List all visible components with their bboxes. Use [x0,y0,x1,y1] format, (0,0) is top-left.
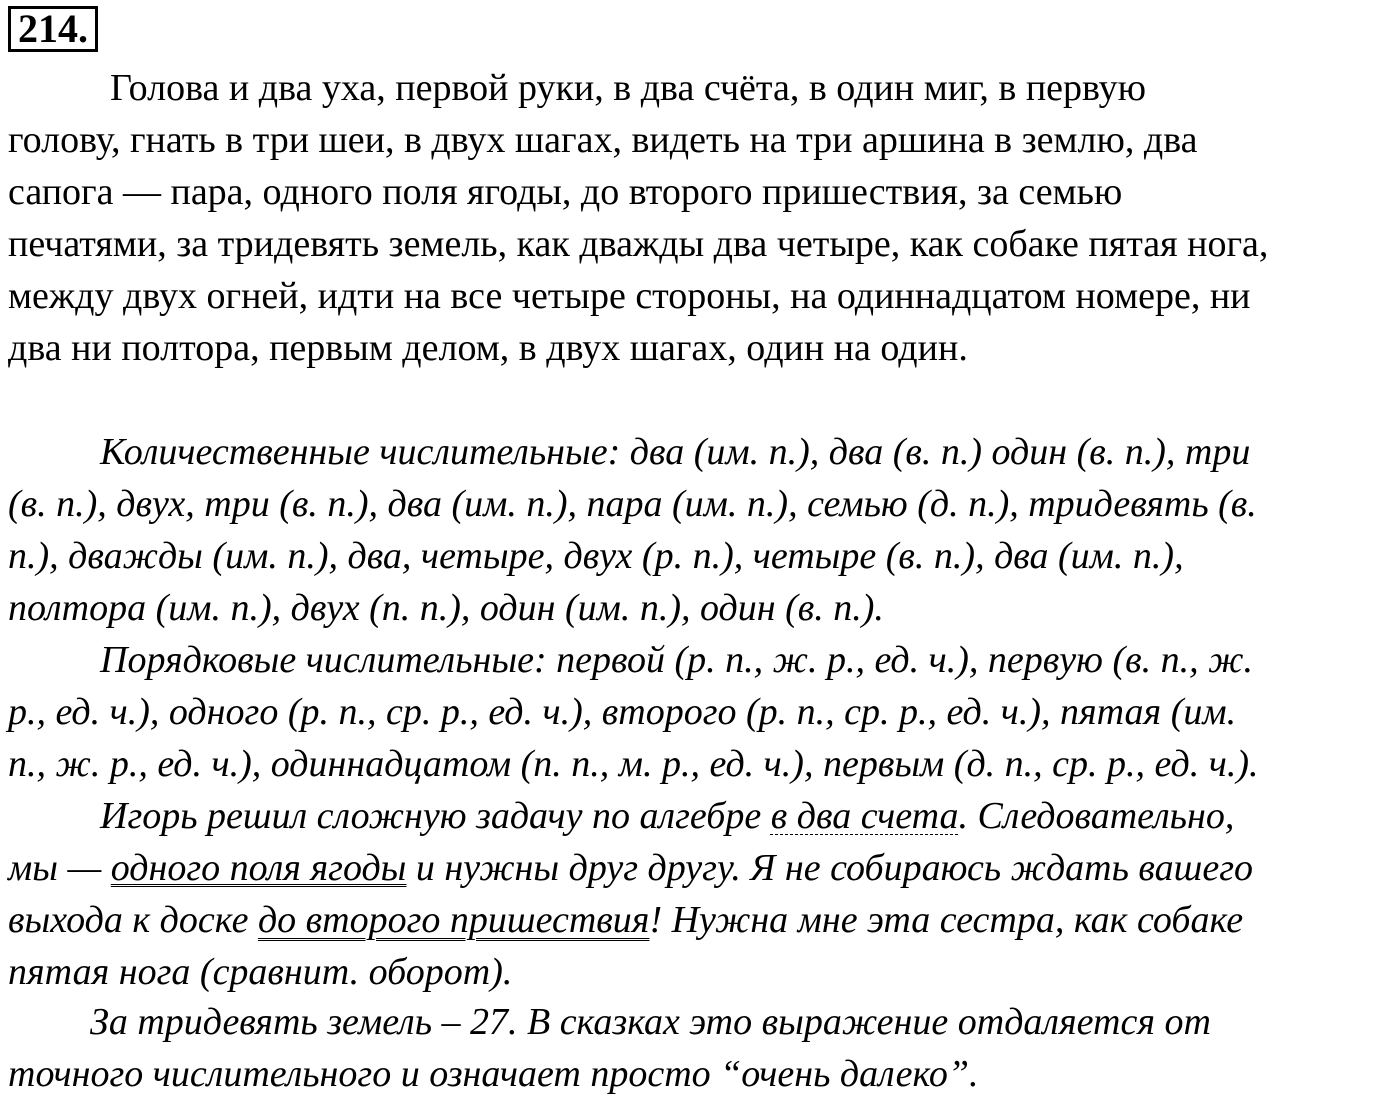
sentence-text: и нужны друг другу. Я не собираюсь ждать вашего [406,847,1254,889]
task-text [8,62,1396,374]
underlined-idiom: до второго пришествия [257,899,650,941]
task-line: печатями, за тридевять земель, как дважды два четыре, как собаке пятая нога, [8,223,1269,265]
underlined-idiom: одного поля ягоды [110,847,407,889]
sentence-text: мы — [8,847,111,889]
answer-line: п.), дважды (им. п.), два, четыре, двух (р. п.), четыре (в. п.), два (им. п.), [8,535,1184,577]
sentence-line [8,894,1396,946]
task-line: голову, гнать в три шеи, в двух шагах, видеть на три аршина в землю, два [8,119,1198,161]
sentence-line [8,790,1396,842]
answer-line: (в. п.), двух, три (в. п.), два (им. п.), пара (им. п.), семью (д. п.), тридевять (в. [8,483,1257,525]
sentence-line: пятая нога (сравнит. оборот). [8,951,513,993]
exercise-number: 214. [8,6,98,52]
task-line: сапога — пара, одного поля ягоды, до второго пришествия, за семью [8,171,1123,213]
answer-line: Количественные числительные: два (им. п.), два (в. п.) один (в. п.), три [100,431,1251,473]
task-line: Голова и два уха, первой руки, в два счёта, в один миг, в первую [110,67,1147,109]
sentence-text: ! Нужна мне эта сестра, как собаке [649,899,1244,941]
sentence-text: Игорь решил сложную задачу по алгебре [100,795,771,837]
sentence-text: выхода к доске [8,899,258,941]
quantitative-numerals [8,426,1396,634]
underlined-idiom: в два счета [770,795,959,837]
task-line: между двух огней, идти на все четыре стороны, на одиннадцатом номере, ни [8,275,1251,317]
note [8,996,1396,1100]
task-line: два ни полтора, первым делом, в двух шагах, один на один. [8,327,968,369]
note-line: За тридевять земель – 27. В сказках это выражение отдаляется от [90,1001,1211,1043]
sentence-line [8,842,1396,894]
ordinal-numerals [8,634,1396,790]
answer-line: полтора (им. п.), двух (п. п.), один (им. п.), один (в. п.). [8,587,884,629]
answer-line: Порядковые числительные: первой (р. п., ж. р., ед. ч.), первую (в. п., ж. [100,639,1253,681]
example-sentences [8,790,1396,998]
answer-line: п., ж. р., ед. ч.), одиннадцатом (п. п., м. р., ед. ч.), первым (д. п., ср. р., ед. ч.). [8,743,1259,785]
answer-line: р., ед. ч.), одного (р. п., ср. р., ед. ч.), второго (р. п., ср. р., ед. ч.), пятая (им. [8,691,1237,733]
sentence-text: . Следовательно, [958,795,1235,837]
note-line: точного числительного и означает просто “очень далеко”. [8,1053,979,1095]
